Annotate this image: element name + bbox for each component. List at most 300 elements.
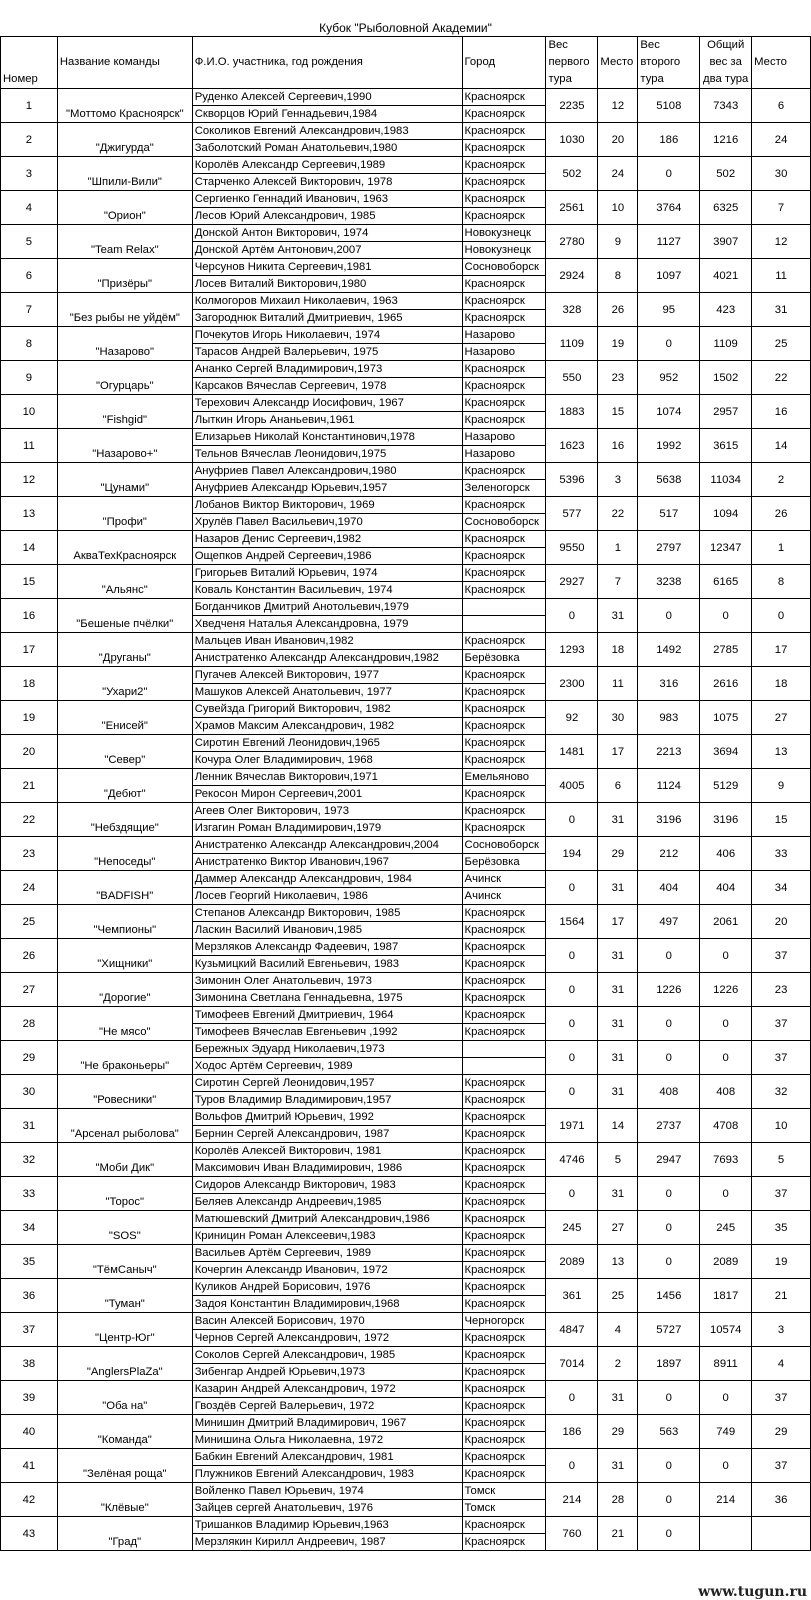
final-place: 13 <box>752 735 811 769</box>
member-city: Зеленогорск <box>462 480 546 497</box>
team-name: "Моттомо Красноярск" <box>57 89 192 123</box>
weight-round-2: 2797 <box>638 531 700 565</box>
header-weight-2: Вес второго тура <box>638 37 700 89</box>
member-name: Беляев Александр Андреевич,1985 <box>192 1194 462 1211</box>
team-name: "Альянс" <box>57 565 192 599</box>
weight-round-1: 2924 <box>546 259 598 293</box>
total-weight: 245 <box>700 1211 752 1245</box>
team-name: "Небздящие" <box>57 803 192 837</box>
member-city: Красноярск <box>462 1228 546 1245</box>
member-city: Черногорск <box>462 1313 546 1330</box>
member-name: Кочура Олег Владимирович, 1968 <box>192 752 462 769</box>
member-name: Лосев Георгий Николаевич, 1986 <box>192 888 462 905</box>
member-city: Красноярск <box>462 820 546 837</box>
member-city: Красноярск <box>462 1449 546 1466</box>
team-number: 36 <box>1 1279 58 1313</box>
final-place: 1 <box>752 531 811 565</box>
results-table <box>0 36 811 1551</box>
member-city: Берёзовка <box>462 854 546 871</box>
team-number: 29 <box>1 1041 58 1075</box>
team-name: "Дорогие" <box>57 973 192 1007</box>
total-weight: 7343 <box>700 89 752 123</box>
table-row <box>1 395 811 412</box>
member-city: Красноярск <box>462 1245 546 1262</box>
member-city: Красноярск <box>462 1398 546 1415</box>
place-round-1: 31 <box>598 973 638 1007</box>
final-place: 25 <box>752 327 811 361</box>
total-weight: 2785 <box>700 633 752 667</box>
member-city: Красноярск <box>462 361 546 378</box>
member-city: Красноярск <box>462 463 546 480</box>
member-name: Изгагин Роман Владимирович,1979 <box>192 820 462 837</box>
weight-round-1: 1971 <box>546 1109 598 1143</box>
member-city <box>462 616 546 633</box>
final-place: 8 <box>752 565 811 599</box>
table-row <box>1 1449 811 1466</box>
member-name: Туров Владимир Владимирович,1957 <box>192 1092 462 1109</box>
table-row <box>1 1211 811 1228</box>
total-weight: 406 <box>700 837 752 871</box>
table-row <box>1 429 811 446</box>
weight-round-2: 517 <box>638 497 700 531</box>
member-city: Красноярск <box>462 412 546 429</box>
weight-round-2: 408 <box>638 1075 700 1109</box>
total-weight: 1075 <box>700 701 752 735</box>
total-weight: 2061 <box>700 905 752 939</box>
team-number: 32 <box>1 1143 58 1177</box>
member-name: Агеев Олег Викторович, 1973 <box>192 803 462 820</box>
member-city: Красноярск <box>462 752 546 769</box>
final-place: 37 <box>752 939 811 973</box>
final-place: 12 <box>752 225 811 259</box>
total-weight: 0 <box>700 1381 752 1415</box>
weight-round-1: 0 <box>546 939 598 973</box>
member-name: Бабкин Евгений Александрович, 1981 <box>192 1449 462 1466</box>
place-round-1: 22 <box>598 497 638 531</box>
weight-round-1: 4005 <box>546 769 598 803</box>
member-city: Красноярск <box>462 395 546 412</box>
table-row <box>1 327 811 344</box>
member-city: Красноярск <box>462 1143 546 1160</box>
total-weight: 1216 <box>700 123 752 157</box>
member-name: Ходос Артём Сергеевич, 1989 <box>192 1058 462 1075</box>
place-round-1: 21 <box>598 1517 638 1551</box>
member-name: Мерзляков Александр Фадеевич, 1987 <box>192 939 462 956</box>
member-name: Сувейзда Григорий Викторович, 1982 <box>192 701 462 718</box>
header-team: Название команды <box>57 37 192 89</box>
final-place: 18 <box>752 667 811 701</box>
member-name: Гвоздёв Сергей Валерьевич, 1972 <box>192 1398 462 1415</box>
member-city: Красноярск <box>462 1092 546 1109</box>
team-number: 38 <box>1 1347 58 1381</box>
team-number: 13 <box>1 497 58 531</box>
member-name: Лобанов Виктор Викторович, 1969 <box>192 497 462 514</box>
place-round-1: 9 <box>598 225 638 259</box>
member-name: Тарасов Андрей Валерьевич, 1975 <box>192 344 462 361</box>
member-city: Берёзовка <box>462 650 546 667</box>
member-name: Кузьмицкий Василий Евгеньевич, 1983 <box>192 956 462 973</box>
final-place: 3 <box>752 1313 811 1347</box>
watermark: www.tugun.ru <box>698 1584 807 1600</box>
member-name: Почекутов Игорь Николаевич, 1974 <box>192 327 462 344</box>
total-weight: 1226 <box>700 973 752 1007</box>
table-row <box>1 905 811 922</box>
place-round-1: 18 <box>598 633 638 667</box>
team-name: "Центр-Юг" <box>57 1313 192 1347</box>
team-name: "Зелёная роща" <box>57 1449 192 1483</box>
team-name: "Шпили-Вили" <box>57 157 192 191</box>
team-name: "Ухари2" <box>57 667 192 701</box>
place-round-1: 31 <box>598 1075 638 1109</box>
member-name: Минишина Ольга Николаевна, 1972 <box>192 1432 462 1449</box>
member-name: Тимофеев Вячеслав Евгеньевич ,1992 <box>192 1024 462 1041</box>
weight-round-2: 2213 <box>638 735 700 769</box>
member-name: Даммер Александр Александрович, 1984 <box>192 871 462 888</box>
member-name: Храмов Максим Александрович, 1982 <box>192 718 462 735</box>
member-name: Зайцев сергей Анатольевич, 1976 <box>192 1500 462 1517</box>
team-number: 3 <box>1 157 58 191</box>
member-city: Красноярск <box>462 293 546 310</box>
team-number: 6 <box>1 259 58 293</box>
member-name: Соколиков Евгений Александрович,1983 <box>192 123 462 140</box>
team-name: "Назарово" <box>57 327 192 361</box>
team-name: "Оба на" <box>57 1381 192 1415</box>
team-number: 9 <box>1 361 58 395</box>
member-name: Вольфов Дмитрий Юрьевич, 1992 <box>192 1109 462 1126</box>
total-weight: 11034 <box>700 463 752 497</box>
member-city: Красноярск <box>462 1364 546 1381</box>
member-name: Зибенгар Андрей Юрьевич,1973 <box>192 1364 462 1381</box>
total-weight: 3907 <box>700 225 752 259</box>
place-round-1: 25 <box>598 1279 638 1313</box>
team-name: "SOS" <box>57 1211 192 1245</box>
member-name: Бернин Сергей Александрович, 1987 <box>192 1126 462 1143</box>
weight-round-2: 5108 <box>638 89 700 123</box>
total-weight: 0 <box>700 1449 752 1483</box>
weight-round-1: 0 <box>546 871 598 905</box>
member-name: Васин Алексей Борисович, 1970 <box>192 1313 462 1330</box>
weight-round-2: 3196 <box>638 803 700 837</box>
final-place: 29 <box>752 1415 811 1449</box>
team-number: 27 <box>1 973 58 1007</box>
weight-round-1: 361 <box>546 1279 598 1313</box>
weight-round-1: 760 <box>546 1517 598 1551</box>
member-city: Красноярск <box>462 310 546 327</box>
place-round-1: 31 <box>598 803 638 837</box>
member-city: Красноярск <box>462 1075 546 1092</box>
member-city: Красноярск <box>462 1347 546 1364</box>
place-round-1: 29 <box>598 837 638 871</box>
weight-round-2: 0 <box>638 1211 700 1245</box>
final-place: 0 <box>752 599 811 633</box>
member-name: Хведченя Наталья Александровна, 1979 <box>192 616 462 633</box>
member-name: Рекосон Мирон Сергеевич,2001 <box>192 786 462 803</box>
table-row <box>1 293 811 310</box>
weight-round-1: 1109 <box>546 327 598 361</box>
place-round-1: 19 <box>598 327 638 361</box>
member-city: Томск <box>462 1483 546 1500</box>
weight-round-2: 0 <box>638 157 700 191</box>
team-number: 34 <box>1 1211 58 1245</box>
member-city: Красноярск <box>462 1211 546 1228</box>
place-round-1: 6 <box>598 769 638 803</box>
team-number: 4 <box>1 191 58 225</box>
final-place: 6 <box>752 89 811 123</box>
weight-round-1: 2561 <box>546 191 598 225</box>
weight-round-1: 1030 <box>546 123 598 157</box>
member-city <box>462 1058 546 1075</box>
member-name: Мальцев Иван Иванович,1982 <box>192 633 462 650</box>
member-city: Красноярск <box>462 565 546 582</box>
weight-round-1: 194 <box>546 837 598 871</box>
member-name: Степанов Александр Викторович, 1985 <box>192 905 462 922</box>
final-place: 17 <box>752 633 811 667</box>
member-city: Красноярск <box>462 208 546 225</box>
header-weight-1: Вес первого тура <box>546 37 598 89</box>
team-name: "Орион" <box>57 191 192 225</box>
weight-round-1: 0 <box>546 973 598 1007</box>
team-number: 42 <box>1 1483 58 1517</box>
table-row <box>1 1483 811 1500</box>
team-name: "BADFISH" <box>57 871 192 905</box>
total-weight: 408 <box>700 1075 752 1109</box>
total-weight: 6165 <box>700 565 752 599</box>
weight-round-2: 0 <box>638 1007 700 1041</box>
member-name: Терехович Александр Иосифович, 1967 <box>192 395 462 412</box>
weight-round-1: 0 <box>546 1041 598 1075</box>
final-place: 37 <box>752 1449 811 1483</box>
weight-round-2: 1127 <box>638 225 700 259</box>
weight-round-2: 0 <box>638 1041 700 1075</box>
total-weight: 3615 <box>700 429 752 463</box>
total-weight: 404 <box>700 871 752 905</box>
member-name: Ананко Сергей Владимирович,1973 <box>192 361 462 378</box>
member-name: Загороднюк Виталий Дмитриевич, 1965 <box>192 310 462 327</box>
member-city: Емельяново <box>462 769 546 786</box>
place-round-1: 1 <box>598 531 638 565</box>
member-city: Красноярск <box>462 1177 546 1194</box>
place-round-1: 8 <box>598 259 638 293</box>
place-round-1: 20 <box>598 123 638 157</box>
team-number: 11 <box>1 429 58 463</box>
member-name: Королёв Алексей Викторович, 1981 <box>192 1143 462 1160</box>
table-row <box>1 497 811 514</box>
member-name: Донской Артём Антонович,2007 <box>192 242 462 259</box>
weight-round-2: 5727 <box>638 1313 700 1347</box>
place-round-1: 31 <box>598 939 638 973</box>
final-place: 10 <box>752 1109 811 1143</box>
place-round-1: 23 <box>598 361 638 395</box>
total-weight: 502 <box>700 157 752 191</box>
weight-round-1: 1481 <box>546 735 598 769</box>
member-city: Назарово <box>462 344 546 361</box>
weight-round-1: 2235 <box>546 89 598 123</box>
place-round-1: 31 <box>598 1041 638 1075</box>
total-weight: 7693 <box>700 1143 752 1177</box>
weight-round-1: 214 <box>546 1483 598 1517</box>
table-row <box>1 633 811 650</box>
member-city: Красноярск <box>462 786 546 803</box>
member-city: Красноярск <box>462 1024 546 1041</box>
member-name: Зимонина Светлана Геннадьевна, 1975 <box>192 990 462 1007</box>
member-city: Красноярск <box>462 89 546 106</box>
team-name: "ТёмСаныч" <box>57 1245 192 1279</box>
weight-round-2: 1897 <box>638 1347 700 1381</box>
member-name: Карсаков Вячеслав Сергеевич, 1978 <box>192 378 462 395</box>
final-place: 5 <box>752 1143 811 1177</box>
member-name: Коваль Константин Васильевич, 1974 <box>192 582 462 599</box>
weight-round-2: 0 <box>638 939 700 973</box>
member-name: Сиротин Евгений Леонидович,1965 <box>192 735 462 752</box>
member-name: Тришанков Владимир Юрьевич,1963 <box>192 1517 462 1534</box>
member-name: Королёв Александр Сергеевич,1989 <box>192 157 462 174</box>
member-name: Кочергин Александр Иванович, 1972 <box>192 1262 462 1279</box>
team-name: АкваТехКрасноярск <box>57 531 192 565</box>
weight-round-2: 316 <box>638 667 700 701</box>
weight-round-2: 3764 <box>638 191 700 225</box>
weight-round-2: 5638 <box>638 463 700 497</box>
member-name: Чернов Сергей Александрович, 1972 <box>192 1330 462 1347</box>
member-city: Красноярск <box>462 191 546 208</box>
place-round-1: 17 <box>598 905 638 939</box>
team-name: "Цунами" <box>57 463 192 497</box>
member-city: Красноярск <box>462 582 546 599</box>
total-weight <box>700 1517 752 1551</box>
member-name: Лыткин Игорь Ананьевич,1961 <box>192 412 462 429</box>
member-name: Колмогоров Михаил Николаевич, 1963 <box>192 293 462 310</box>
member-city: Красноярск <box>462 1381 546 1398</box>
weight-round-1: 550 <box>546 361 598 395</box>
team-number: 24 <box>1 871 58 905</box>
table-row <box>1 259 811 276</box>
final-place: 7 <box>752 191 811 225</box>
total-weight: 4708 <box>700 1109 752 1143</box>
member-city: Красноярск <box>462 1534 546 1551</box>
table-row <box>1 565 811 582</box>
member-name: Анистратенко Александр Александрович,1982 <box>192 650 462 667</box>
team-name: "Моби Дик" <box>57 1143 192 1177</box>
total-weight: 10574 <box>700 1313 752 1347</box>
weight-round-1: 328 <box>546 293 598 327</box>
weight-round-2: 1456 <box>638 1279 700 1313</box>
weight-round-2: 95 <box>638 293 700 327</box>
member-city: Красноярск <box>462 667 546 684</box>
place-round-1: 31 <box>598 1381 638 1415</box>
member-city: Красноярск <box>462 633 546 650</box>
member-name: Машуков Алексей Анатольевич, 1977 <box>192 684 462 701</box>
place-round-1: 3 <box>598 463 638 497</box>
place-round-1: 30 <box>598 701 638 735</box>
total-weight: 423 <box>700 293 752 327</box>
member-city: Красноярск <box>462 157 546 174</box>
member-name: Пугачев Алексей Викторович, 1977 <box>192 667 462 684</box>
final-place: 11 <box>752 259 811 293</box>
member-name: Тимофеев Евгений Дмитриевич, 1964 <box>192 1007 462 1024</box>
team-number: 28 <box>1 1007 58 1041</box>
weight-round-1: 0 <box>546 1381 598 1415</box>
team-number: 39 <box>1 1381 58 1415</box>
header-total: Общий вес за два тура <box>700 37 752 89</box>
weight-round-1: 1883 <box>546 395 598 429</box>
table-row <box>1 735 811 752</box>
member-city: Красноярск <box>462 1160 546 1177</box>
weight-round-2: 0 <box>638 1517 700 1551</box>
place-round-1: 5 <box>598 1143 638 1177</box>
member-city: Красноярск <box>462 497 546 514</box>
final-place: 14 <box>752 429 811 463</box>
member-name: Войленко Павел Юрьевич, 1974 <box>192 1483 462 1500</box>
member-name: Минишин Дмитрий Владимирович, 1967 <box>192 1415 462 1432</box>
table-row <box>1 1517 811 1534</box>
place-round-1: 28 <box>598 1483 638 1517</box>
weight-round-2: 1124 <box>638 769 700 803</box>
final-place: 4 <box>752 1347 811 1381</box>
weight-round-2: 1992 <box>638 429 700 463</box>
team-name: "Клёвые" <box>57 1483 192 1517</box>
member-city: Красноярск <box>462 803 546 820</box>
member-city: Красноярск <box>462 735 546 752</box>
table-row <box>1 1075 811 1092</box>
team-number: 18 <box>1 667 58 701</box>
member-city: Красноярск <box>462 905 546 922</box>
weight-round-1: 2927 <box>546 565 598 599</box>
member-name: Криницин Роман Алексеевич,1983 <box>192 1228 462 1245</box>
final-place: 34 <box>752 871 811 905</box>
member-city: Томск <box>462 1500 546 1517</box>
table-row <box>1 123 811 140</box>
final-place: 37 <box>752 1381 811 1415</box>
member-name: Зимонин Олег Анатольевич, 1973 <box>192 973 462 990</box>
total-weight: 3196 <box>700 803 752 837</box>
member-name: Лосев Виталий Викторович,1980 <box>192 276 462 293</box>
member-city: Красноярск <box>462 1296 546 1313</box>
member-city: Красноярск <box>462 922 546 939</box>
total-weight: 0 <box>700 599 752 633</box>
team-number: 37 <box>1 1313 58 1347</box>
team-number: 10 <box>1 395 58 429</box>
weight-round-2: 1074 <box>638 395 700 429</box>
member-name: Богданчиков Дмитрий Анотольевич,1979 <box>192 599 462 616</box>
weight-round-2: 1492 <box>638 633 700 667</box>
member-city: Новокузнецк <box>462 242 546 259</box>
member-city: Красноярск <box>462 123 546 140</box>
member-name: Ласкин Василий Иванович,1985 <box>192 922 462 939</box>
weight-round-1: 502 <box>546 157 598 191</box>
final-place: 22 <box>752 361 811 395</box>
total-weight: 1109 <box>700 327 752 361</box>
member-name: Ленник Вячеслав Викторович,1971 <box>192 769 462 786</box>
member-city: Красноярск <box>462 1109 546 1126</box>
team-number: 40 <box>1 1415 58 1449</box>
member-city: Красноярск <box>462 140 546 157</box>
place-round-1: 13 <box>598 1245 638 1279</box>
team-number: 22 <box>1 803 58 837</box>
team-name: "Град" <box>57 1517 192 1551</box>
weight-round-2: 2737 <box>638 1109 700 1143</box>
weight-round-1: 5396 <box>546 463 598 497</box>
member-city: Новокузнецк <box>462 225 546 242</box>
header-place-1: Место <box>598 37 638 89</box>
weight-round-2: 2947 <box>638 1143 700 1177</box>
team-name: "Друганы" <box>57 633 192 667</box>
table-row <box>1 973 811 990</box>
total-weight: 2089 <box>700 1245 752 1279</box>
member-name: Руденко Алексей Сергеевич,1990 <box>192 89 462 106</box>
total-weight: 5129 <box>700 769 752 803</box>
member-name: Григорьев Виталий Юрьевич, 1974 <box>192 565 462 582</box>
final-place: 19 <box>752 1245 811 1279</box>
place-round-1: 7 <box>598 565 638 599</box>
